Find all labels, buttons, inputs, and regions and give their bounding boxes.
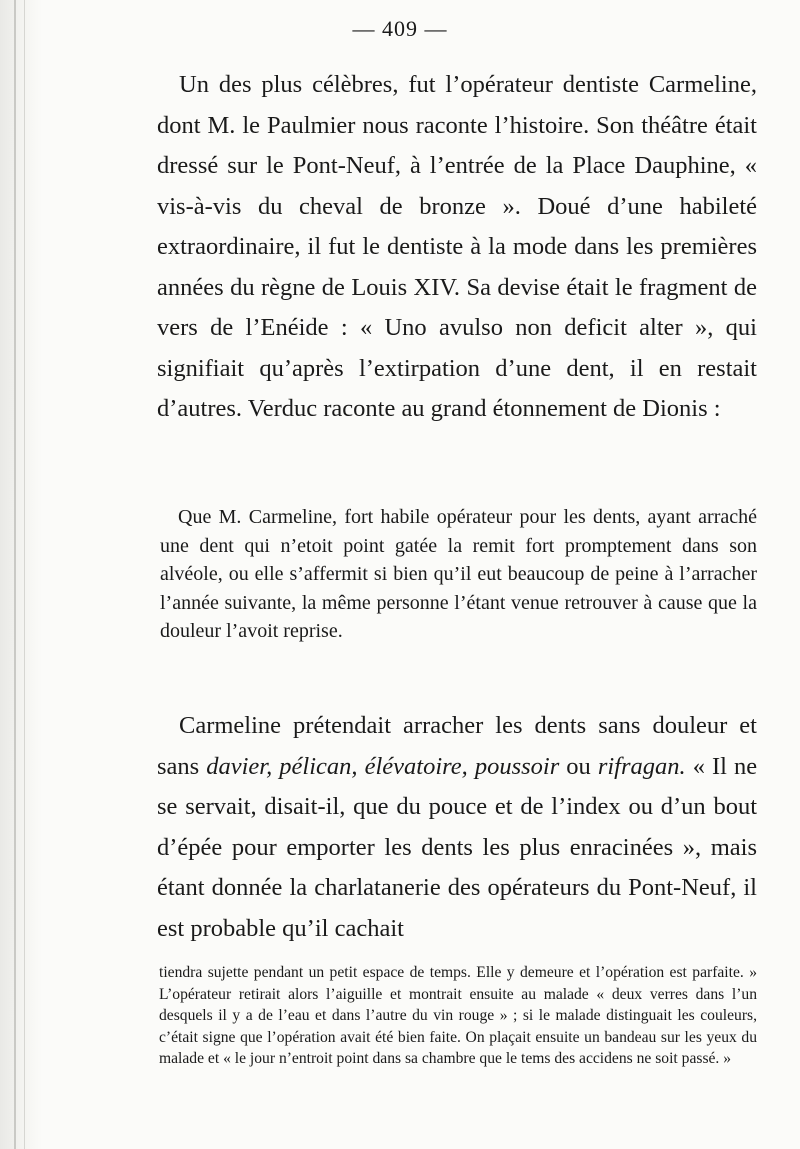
tool-pelican: pélican, — [279, 752, 358, 780]
book-gutter — [0, 0, 42, 1149]
text-conj: ou — [566, 752, 591, 780]
tool-elevatoire: élévatoire, — [364, 752, 468, 780]
quote-block — [160, 503, 757, 646]
quote-verduc: Que M. Carmeline, fort habile opérateur pour les dents, ayant arraché une dent qui n’etoit point gatée la remit fort promptement dans son alvéole, ou elle s’affermit si bien qu’il eut beaucoup de peine à l’arracher l’année suivante, la même personne l’étant venue retrouver à cause que la douleur l’avoit reprise. — [160, 506, 757, 642]
gutter-line — [24, 0, 25, 1149]
second-paragraph — [157, 706, 757, 949]
tool-rifragan: rifragan. — [597, 752, 686, 780]
footnote: tiendra sujette pendant un petit espace de temps. Elle y demeure et l’opération est parfaite. » L’opérateur retirait alors l’aiguille et montrait ensuite au malade « deux verres dans l’un desquels il y a de l’eau et dans l’autre du vin rouge » ; si le malade distinguait les couleurs, c’était signe que l’opération avait été bien faite. On plaçait ensuite un bandeau sur les yeux du malade et « le jour n’entroit point dans sa chambre que le tems des accidens ne soit passé. » — [159, 964, 757, 1068]
tool-poussoir: poussoir — [474, 752, 560, 780]
main-paragraph — [157, 65, 757, 430]
footnote-block — [159, 962, 757, 1070]
text-lead: Carmeline prétendait arracher les dents sans douleur et sans — [157, 712, 757, 780]
text-rest: « Il ne se servait, disait-il, que du pouce et de l’index ou d’un bout d’épée pour emporter les dents les plus enracinées », mais étant donnée la charlatanerie des opérateurs du Pont-Neuf, il est probable qu’il cachait — [157, 752, 758, 942]
gutter-line — [14, 0, 16, 1149]
paragraph-carmeline-method — [157, 706, 757, 949]
tool-davier: davier, — [206, 752, 273, 780]
paragraph-carmeline-history: Un des plus célèbres, fut l’opérateur dentiste Carmeline, dont M. le Paulmier nous raconte l’histoire. Son théâtre était dressé sur le Pont-Neuf, à l’entrée de la Place Dauphine, « vis-à-vis du cheval de bronze ». Doué d’une habileté extraordinaire, il fut le dentiste à la mode dans les premières années du règne de Louis XIV. Sa devise était le fragment de vers de l’Enéide : « Uno avulso non deficit alter », qui signifiait qu’après l’extirpation d’une dent, il en restait d’autres. Verduc raconte au grand étonnement de Dionis : — [157, 71, 757, 422]
page-number: — 409 — — [352, 16, 448, 41]
